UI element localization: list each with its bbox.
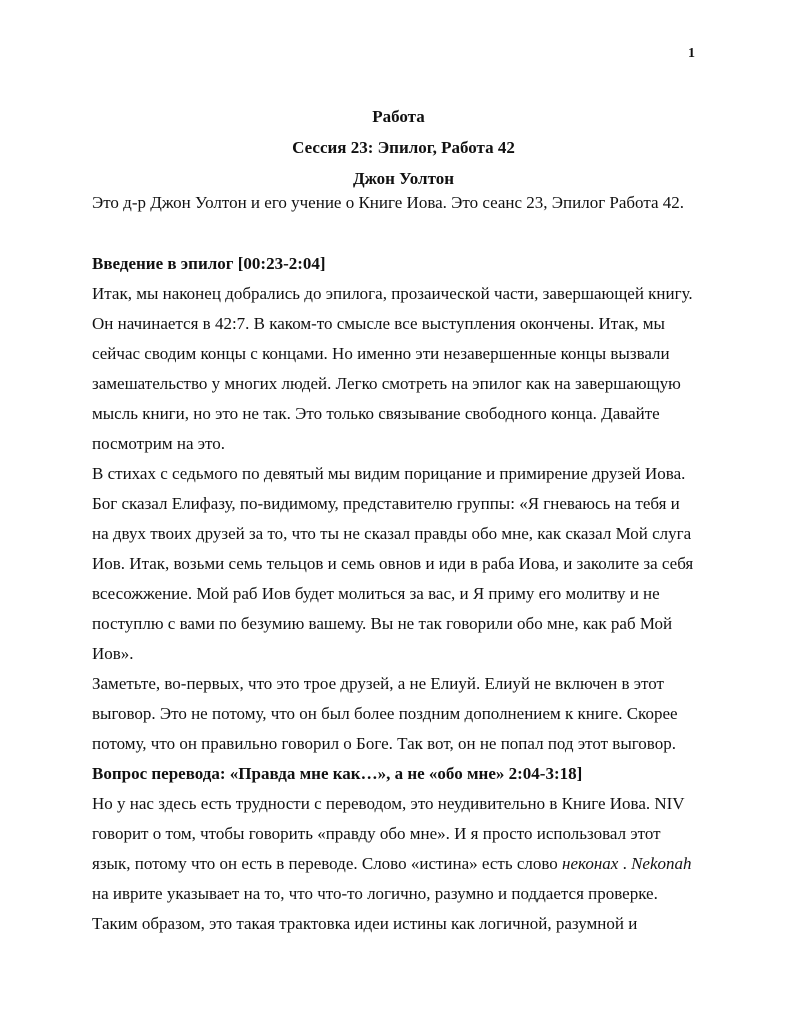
text-line: выговор. Это не потому, что он был более поздним дополнением к книге. Скорее — [92, 704, 678, 723]
paragraph-4 — [92, 789, 702, 939]
paragraph-3 — [92, 669, 702, 759]
text-line: В стихах с седьмого по девятый мы видим порицание и примирение друзей Иова. — [92, 464, 686, 483]
italic-term-nekonah-latin: Nekonah — [631, 854, 692, 873]
text-line-with-italics — [92, 849, 702, 879]
text-line: на иврите указывает на то, что что-то логично, разумно и поддается проверке. — [92, 884, 658, 903]
text-line: мысль книги, но это не так. Это только связывание свободного конца. Давайте — [92, 404, 660, 423]
author-name: Джон Уолтон — [352, 169, 455, 188]
text-line: Иов. Итак, возьми семь тельцов и семь овнов и иди в раба Иова, и заколите за себя — [92, 554, 694, 573]
paragraph-2 — [92, 459, 702, 669]
text-line: Иов». — [92, 644, 134, 663]
text-span: язык, потому что он есть в переводе. Слово «истина» есть слово — [92, 854, 563, 873]
text-line: Он начинается в 42:7. В каком-то смысле все выступления окончены. Итак, мы — [92, 314, 665, 333]
session-title: Сессия 23: Эпилог, Работа 42 — [292, 138, 515, 157]
section-heading-translation: Вопрос перевода: «Правда мне как…», а не «обо мне» 2:04-3:18] — [92, 764, 583, 783]
paragraph-1 — [92, 279, 702, 459]
document-body — [92, 249, 702, 939]
text-line: потому, что он правильно говорил о Боге. Так вот, он не попал под этот выговор. — [92, 734, 676, 753]
text-span: . — [618, 854, 632, 873]
text-line: на двух твоих друзей за то, что ты не сказал правды обо мне, как сказал Мой слуга — [92, 524, 692, 543]
text-line: Бог сказал Елифазу, по-видимому, представителю группы: «Я гневаюсь на тебя и — [92, 494, 680, 513]
text-line: Но у нас здесь есть трудности с переводом, это неудивительно в Книге Иова. NIV — [92, 794, 685, 813]
text-line: всесожжение. Мой раб Иов будет молиться за вас, и Я приму его молитву и не — [92, 584, 660, 603]
text-line: Таким образом, это такая трактовка идеи истины как логичной, разумной и — [92, 914, 638, 933]
section-heading-introduction: Введение в эпилог [00:23-2:04] — [92, 254, 326, 273]
text-line: Итак, мы наконец добрались до эпилога, прозаической части, завершающей книгу. — [92, 284, 693, 303]
intro-text: Это д-р Джон Уолтон и его учение о Книге Иова. Это сеанс 23, Эпилог Работа 42. — [92, 193, 685, 212]
document-title: Работа — [372, 107, 425, 126]
text-line: посмотрим на это. — [92, 434, 225, 453]
italic-term-nekonah-cyrillic: неконах — [562, 854, 619, 873]
text-line: сейчас сводим концы с концами. Но именно эти незавершенные концы вызвали — [92, 344, 670, 363]
page-number: 1 — [688, 46, 695, 61]
text-line: замешательство у многих людей. Легко смотреть на эпилог как на завершающую — [92, 374, 681, 393]
text-line: поступлю с вами по безумию вашему. Вы не так говорили обо мне, как раб Мой — [92, 614, 673, 633]
title-block — [0, 101, 791, 194]
text-line: говорит о том, чтобы говорить «правду обо мне». И я просто использовал этот — [92, 824, 661, 843]
text-line: Заметьте, во-первых, что это трое друзей, а не Елиуй. Елиуй не включен в этот — [92, 674, 664, 693]
